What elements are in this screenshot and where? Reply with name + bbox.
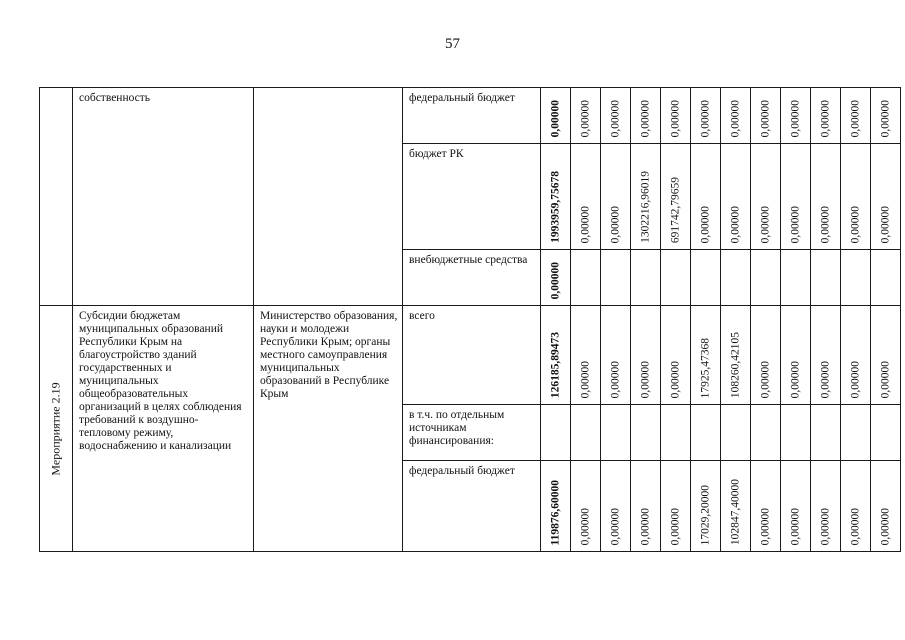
year-value: 0,00000	[669, 507, 681, 545]
value-cell	[571, 88, 601, 144]
value-cell	[781, 88, 811, 144]
value-cell	[751, 144, 781, 250]
year-value: 0,00000	[879, 507, 891, 545]
value-cell	[841, 405, 871, 461]
value-cell	[811, 88, 841, 144]
value-cell	[811, 461, 841, 552]
year-value: 691742,79659	[669, 176, 681, 243]
year-value: 0,00000	[579, 360, 591, 398]
funding-source-cell	[403, 144, 541, 250]
year-value: 0,00000	[579, 99, 591, 137]
value-cell	[721, 461, 751, 552]
year-value: 0,00000	[879, 360, 891, 398]
value-cell	[541, 306, 571, 405]
value-cell	[751, 88, 781, 144]
value-cell	[571, 461, 601, 552]
year-value: 0,00000	[819, 99, 831, 137]
year-value: 0,00000	[789, 507, 801, 545]
value-cell	[871, 405, 901, 461]
value-cell	[721, 405, 751, 461]
value-cell	[541, 250, 571, 306]
year-value: 0,00000	[579, 205, 591, 243]
year-value: 0,00000	[759, 507, 771, 545]
value-cell	[541, 88, 571, 144]
year-value: 0,00000	[609, 360, 621, 398]
funding-source-cell	[403, 461, 541, 552]
value-cell	[751, 461, 781, 552]
value-cell	[601, 250, 631, 306]
year-value: 0,00000	[669, 360, 681, 398]
year-value: 0,00000	[609, 205, 621, 243]
value-cell	[601, 144, 631, 250]
year-value: 102847,40000	[729, 478, 741, 545]
total-value: 0,00000	[549, 99, 561, 137]
value-cell	[721, 250, 751, 306]
measure-code-cell	[40, 306, 73, 552]
value-cell	[871, 461, 901, 552]
value-cell	[661, 250, 691, 306]
funding-source-label: бюджет РК	[409, 148, 464, 160]
year-value: 0,00000	[849, 205, 861, 243]
year-value: 0,00000	[639, 507, 651, 545]
year-value: 0,00000	[669, 99, 681, 137]
value-cell	[661, 306, 691, 405]
funding-source-cell	[403, 306, 541, 405]
value-cell	[631, 461, 661, 552]
page-number: 57	[445, 36, 460, 52]
description-text: собственность	[79, 92, 151, 104]
year-value: 0,00000	[789, 205, 801, 243]
funding-source-label: всего	[409, 310, 435, 322]
value-cell	[781, 461, 811, 552]
year-value: 0,00000	[759, 99, 771, 137]
value-cell	[871, 250, 901, 306]
table-row	[40, 306, 901, 405]
value-cell	[841, 144, 871, 250]
value-cell	[601, 88, 631, 144]
year-value: 0,00000	[639, 99, 651, 137]
value-cell	[691, 250, 721, 306]
value-cell	[661, 144, 691, 250]
value-cell	[721, 88, 751, 144]
value-cell	[601, 405, 631, 461]
year-value: 0,00000	[729, 205, 741, 243]
value-cell	[661, 405, 691, 461]
value-cell	[721, 144, 751, 250]
value-cell	[811, 306, 841, 405]
description-cell	[73, 306, 254, 552]
year-value: 0,00000	[639, 360, 651, 398]
value-cell	[631, 144, 661, 250]
funding-source-cell	[403, 88, 541, 144]
value-cell	[541, 144, 571, 250]
value-cell	[691, 405, 721, 461]
value-cell	[751, 405, 781, 461]
value-cell	[661, 461, 691, 552]
executor-cell	[254, 306, 403, 552]
year-value: 0,00000	[849, 99, 861, 137]
value-cell	[631, 405, 661, 461]
description-cell	[73, 88, 254, 306]
value-cell	[751, 306, 781, 405]
funding-source-label: в т.ч. по отдельным источникам финансирования:	[409, 409, 505, 447]
value-cell	[691, 144, 721, 250]
table-row	[40, 88, 901, 144]
year-value: 0,00000	[819, 360, 831, 398]
funding-table	[39, 87, 901, 552]
year-value: 0,00000	[819, 507, 831, 545]
year-value: 0,00000	[609, 507, 621, 545]
measure-code: Мероприятие 2.19	[48, 381, 63, 476]
year-value: 0,00000	[849, 360, 861, 398]
value-cell	[811, 250, 841, 306]
value-cell	[871, 144, 901, 250]
year-value: 0,00000	[729, 99, 741, 137]
year-value: 0,00000	[759, 360, 771, 398]
description-text: Субсидии бюджетам муниципальных образований Республики Крым на благоустройство зданий государственных и муниципальных общеобразовательных организаций в целях соблюдения требований к воздушно-тепловому режиму, водоснабжению и канализации	[79, 310, 242, 452]
value-cell	[571, 306, 601, 405]
year-value: 0,00000	[699, 205, 711, 243]
year-value: 17029,20000	[699, 484, 711, 545]
value-cell	[721, 306, 751, 405]
value-cell	[601, 306, 631, 405]
value-cell	[811, 405, 841, 461]
funding-source-cell	[403, 405, 541, 461]
value-cell	[871, 306, 901, 405]
funding-source-label: внебюджетные средства	[409, 254, 528, 266]
value-cell	[661, 88, 691, 144]
year-value: 0,00000	[819, 205, 831, 243]
value-cell	[631, 250, 661, 306]
value-cell	[571, 144, 601, 250]
executor-text: Министерство образования, науки и молодежи Республики Крым; органы местного самоуправления муниципальных образований в Республике Крым	[260, 310, 398, 400]
year-value: 0,00000	[879, 205, 891, 243]
year-value: 0,00000	[879, 99, 891, 137]
value-cell	[781, 144, 811, 250]
value-cell	[541, 461, 571, 552]
funding-source-label: федеральный бюджет	[409, 465, 515, 477]
year-value: 1302216,96019	[639, 171, 651, 243]
value-cell	[781, 405, 811, 461]
value-cell	[841, 250, 871, 306]
value-cell	[781, 306, 811, 405]
value-cell	[541, 405, 571, 461]
year-value: 0,00000	[699, 99, 711, 137]
value-cell	[691, 461, 721, 552]
value-cell	[811, 144, 841, 250]
executor-cell-empty	[254, 88, 403, 306]
year-value: 0,00000	[579, 507, 591, 545]
value-cell	[751, 250, 781, 306]
year-value: 0,00000	[609, 99, 621, 137]
year-value: 0,00000	[789, 99, 801, 137]
funding-source-label: федеральный бюджет	[409, 92, 515, 104]
value-cell	[871, 88, 901, 144]
total-value: 0,00000	[549, 261, 561, 299]
code-cell-empty	[40, 88, 73, 306]
year-value: 0,00000	[849, 507, 861, 545]
value-cell	[841, 88, 871, 144]
total-value: 119876,60000	[549, 479, 561, 545]
value-cell	[631, 306, 661, 405]
value-cell	[841, 306, 871, 405]
value-cell	[631, 88, 661, 144]
value-cell	[691, 306, 721, 405]
value-cell	[781, 250, 811, 306]
total-value: 126185,89473	[549, 331, 561, 398]
value-cell	[601, 461, 631, 552]
year-value: 17925,47368	[699, 337, 711, 398]
year-value: 0,00000	[759, 205, 771, 243]
value-cell	[571, 405, 601, 461]
total-value: 1993959,75678	[549, 171, 561, 243]
funding-source-cell	[403, 250, 541, 306]
year-value: 0,00000	[789, 360, 801, 398]
value-cell	[571, 250, 601, 306]
value-cell	[841, 461, 871, 552]
year-value: 108260,42105	[729, 331, 741, 398]
value-cell	[691, 88, 721, 144]
